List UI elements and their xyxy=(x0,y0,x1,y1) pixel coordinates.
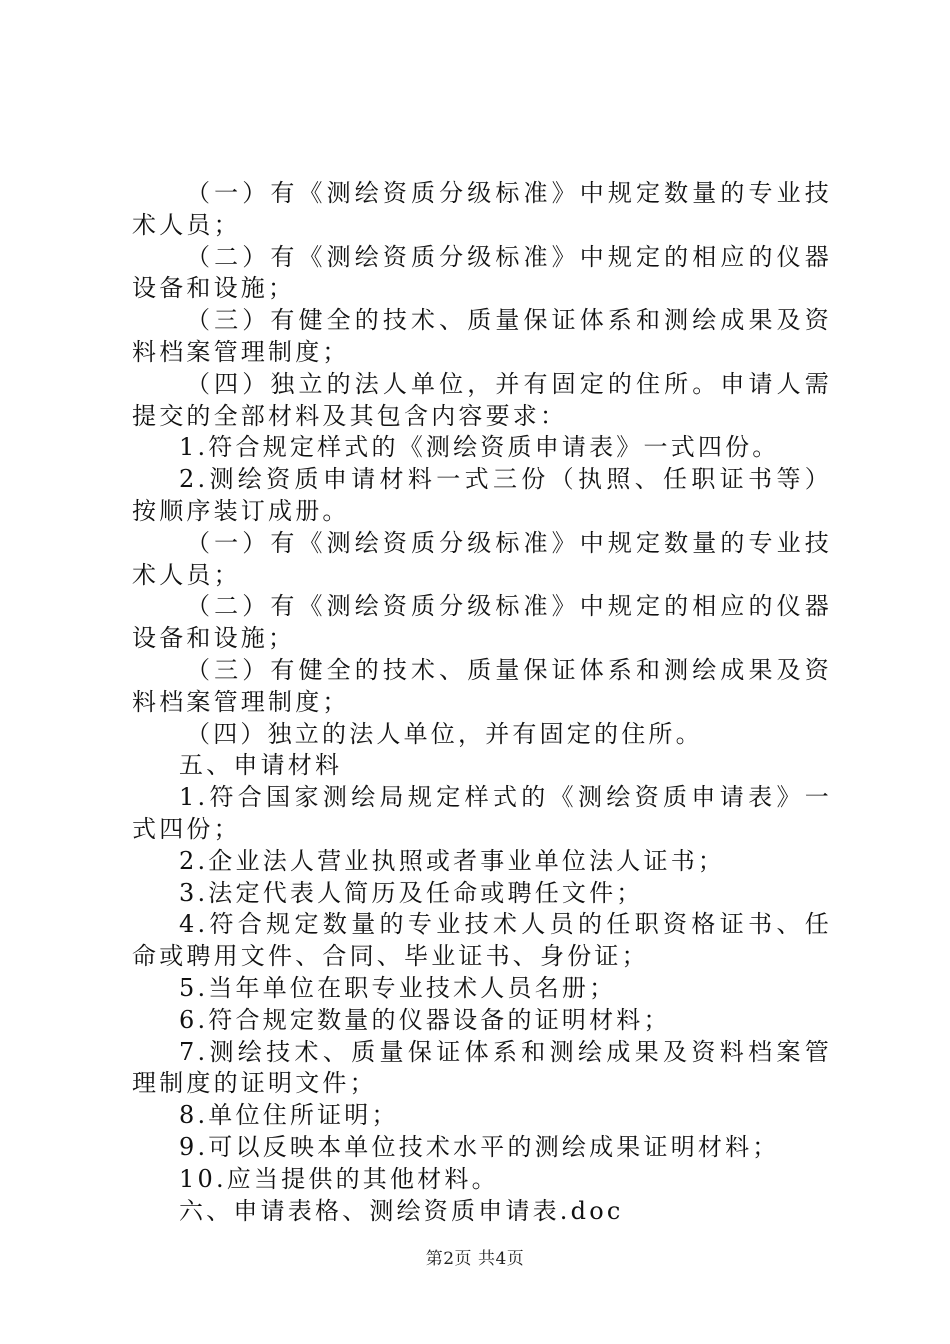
list-item-3: 3.法定代表人简历及任命或聘任文件； xyxy=(179,878,644,907)
list-item-9: 9.可以反映本单位技术水平的测绘成果证明材料； xyxy=(179,1132,780,1161)
list-item-1: 1.符合国家测绘局规定样式的《测绘资质申请表》一式四份； xyxy=(132,783,832,843)
section-heading-5: 五、申请材料 xyxy=(179,751,343,780)
paragraph-1: （一）有《测绘资质分级标准》中规定数量的专业技术人员； xyxy=(132,179,832,239)
list-item-6: 6.符合规定数量的仪器设备的证明材料； xyxy=(179,1005,671,1034)
list-item-7: 7.测绘技术、质量保证体系和测绘成果及资料档案管理制度的证明文件； xyxy=(132,1037,832,1098)
paragraph-6: 2.测绘资质申请材料一式三份（执照、任职证书等）按顺序装订成册。 xyxy=(132,465,832,525)
section-heading-6: 六、申请表格、测绘资质申请表.doc xyxy=(179,1196,624,1225)
list-item-5: 5.当年单位在职专业技术人员名册； xyxy=(179,973,617,1002)
list-item-4: 4.符合规定数量的专业技术人员的任职资格证书、任命或聘用文件、合同、毕业证书、身份证； xyxy=(132,910,832,971)
paragraph-2: （二）有《测绘资质分级标准》中规定的相应的仪器设备和设施； xyxy=(132,242,832,303)
paragraph-9: （三）有健全的技术、质量保证体系和测绘成果及资料档案管理制度； xyxy=(132,655,832,716)
paragraph-3: （三）有健全的技术、质量保证体系和测绘成果及资料档案管理制度； xyxy=(132,306,832,366)
list-item-8: 8.单位住所证明； xyxy=(179,1101,399,1130)
paragraph-8: （二）有《测绘资质分级标准》中规定的相应的仪器设备和设施； xyxy=(132,592,832,653)
list-item-2: 2.企业法人营业执照或者事业单位法人证书； xyxy=(179,846,726,875)
paragraph-5: 1.符合规定样式的《测绘资质申请表》一式四份。 xyxy=(179,433,780,462)
page-footer: 第2页 共4页 xyxy=(425,1249,525,1269)
paragraph-7: （一）有《测绘资质分级标准》中规定数量的专业技术人员； xyxy=(132,528,832,589)
paragraph-10: （四）独立的法人单位，并有固定的住所。 xyxy=(186,719,703,748)
document-body xyxy=(132,178,832,1227)
paragraph-4: （四）独立的法人单位，并有固定的住所。申请人需提交的全部材料及其包含内容要求： xyxy=(132,369,832,430)
list-item-10: 10.应当提供的其他材料。 xyxy=(179,1164,499,1193)
